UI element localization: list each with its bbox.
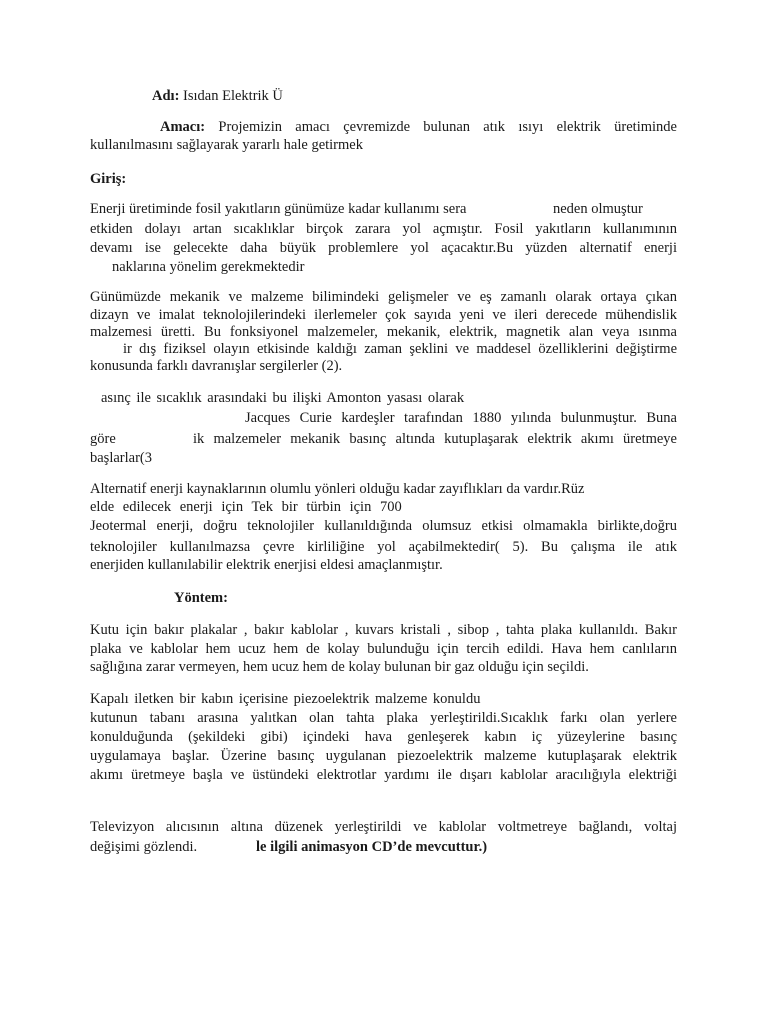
intro-p4-line-1: Alternatif enerji kaynaklarının olumlu yönleri olduğu kadar zayıflıkları da vardır.Rüz bbox=[90, 481, 585, 497]
intro-p3-line-3a: göre bbox=[90, 431, 116, 447]
intro-p4-line-4: teknolojiler kullanılmazsa çevre kirliliğine yol açabilmektedir( 5). Bu çalışma ile atık bbox=[90, 539, 677, 555]
method-p3-line-2b-text: le ilgili animasyon CD’de mevcuttur.) bbox=[256, 839, 488, 855]
method-p1-line-3: sağlığına zarar vermeyen, hem ucuz hem de kolay bulunan bir gaz olduğu için seçildi. bbox=[90, 659, 589, 675]
intro-p2-line-1: Günümüzde mekanik ve malzeme bilimindeki gelişmeler ve eş zamanlı olarak ortaya çıkan bbox=[90, 289, 677, 305]
name-label: Adı: bbox=[152, 88, 180, 104]
intro-p3-line-4: başlarlar(3 bbox=[90, 450, 152, 466]
method-p3-line-2b bbox=[256, 838, 487, 856]
method-p2-line-2: kutunun tabanı arasına yalıtkan olan tahta plaka yerleştirildi.Sıcaklık farkı olan yerlere bbox=[90, 710, 677, 726]
intro-heading-text: Giriş: bbox=[90, 171, 127, 187]
method-p2-line-5: akımı üretmeye başla ve üstündeki elektrotlar yardımı ile dışarı kablolar aracılığıyla elektriği bbox=[90, 767, 677, 783]
intro-p4-line-3: Jeotermal enerji, doğru teknolojiler kullanıldığında olumsuz etkisi olmamakla birlikte,doğru bbox=[90, 518, 677, 534]
method-heading-text: Yöntem: bbox=[174, 590, 228, 606]
intro-p4-line-2: elde edilecek enerji için Tek bir türbin için 700 bbox=[90, 499, 402, 515]
name-value: Isıdan Elektrik Ü bbox=[179, 88, 283, 104]
intro-p1-line-1a: Enerji üretiminde fosil yakıtların günümüze kadar kullanımı sera bbox=[90, 201, 467, 217]
intro-p3-line-3b: ik malzemeler mekanik basınç altında kutuplaşarak elektrik akımı üretmeye bbox=[193, 431, 677, 447]
name-line bbox=[152, 87, 283, 105]
method-p2-line-1: Kapalı iletken bir kabın içerisine piezoelektrik malzeme konuldu bbox=[90, 691, 481, 707]
method-p1-line-2: plaka ve kablolar hem ucuz hem de kolay bulunduğu için tercih edildi. Hava hem canlıların bbox=[90, 641, 677, 657]
method-p2-line-3: konulduğunda (şekildeki gibi) içindeki hava genleşerek kabın iç yüzeylerine basınç bbox=[90, 729, 677, 745]
aim-text-1: Projemizin amacı çevremizde bulunan atık ısıyı elektrik üretiminde bbox=[205, 119, 677, 135]
intro-p3-line-2: Jacques Curie kardeşler tarafından 1880 yılında bulunmuştur. Buna bbox=[245, 410, 677, 426]
method-heading bbox=[174, 589, 228, 607]
intro-p1-line-2: etkiden dolayı artan sıcaklıklar birçok zarara yol açmıştır. Fosil yakıtların kullanımının bbox=[90, 221, 677, 237]
intro-p1-line-4: naklarına yönelim gerekmektedir bbox=[112, 259, 305, 275]
intro-p1-line-1b: neden olmuştur bbox=[553, 201, 643, 217]
aim-line-1 bbox=[160, 118, 677, 136]
method-p2-line-4: uygulamaya başlar. Üzerine basınç uygulanan piezoelektrik malzeme kutuplaşarak elektrik bbox=[90, 748, 677, 764]
intro-p4-line-5: enerjiden kullanılabilir elektrik enerjisi eldesi amaçlanmıştır. bbox=[90, 557, 443, 573]
method-p1-line-1: Kutu için bakır plakalar , bakır kablolar , kuvars kristali , sibop , tahta plaka kullanıldı. Bakır bbox=[90, 622, 677, 638]
aim-label: Amacı: bbox=[160, 119, 206, 135]
intro-heading bbox=[90, 170, 126, 188]
intro-p2-line-2: dizayn ve imalat teknolojilerindeki ilerlemeler çok sayıda yeni ve ileri derecede mühendislik bbox=[90, 307, 677, 323]
intro-p2-line-4: ir dış fiziksel olayın etkisinde kaldığı zaman şeklini ve maddesel özelliklerini değiştirme bbox=[123, 341, 677, 357]
method-p3-line-2a: değişimi gözlendi. bbox=[90, 839, 198, 855]
method-p3-line-1: Televizyon alıcısının altına düzenek yerleştirildi ve kablolar voltmetreye bağlandı, voltaj bbox=[90, 819, 677, 835]
intro-p2-line-3: malzemesi üretti. Bu fonksiyonel malzemeler, mekanik, elektrik, magnetik alan veya ısınma bbox=[90, 324, 677, 340]
intro-p1-line-3: devamı ise gelecekte daha büyük problemlere yol açacaktır.Bu yüzden alternatif enerji bbox=[90, 240, 677, 256]
aim-line-2: kullanılmasını sağlayarak yararlı hale getirmek bbox=[90, 137, 363, 153]
intro-p3-line-1: asınç ile sıcaklık arasındaki bu ilişki Amonton yasası olarak bbox=[101, 390, 465, 406]
intro-p2-line-5: konusunda farklı davranışlar sergilerler (2). bbox=[90, 358, 343, 374]
